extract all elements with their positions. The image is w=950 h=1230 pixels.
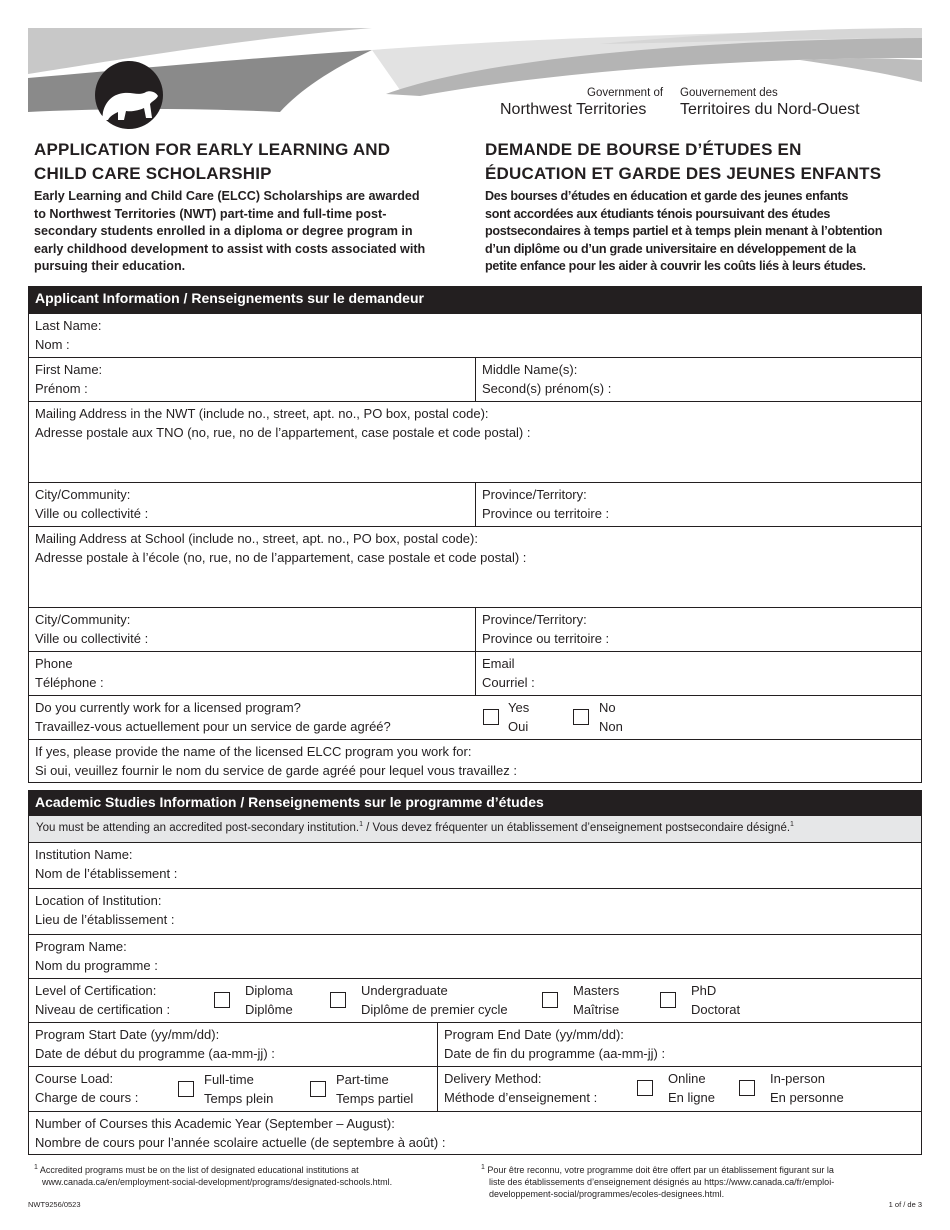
work-licensed-program-row <box>28 695 922 740</box>
field-label: Last Name: <box>35 318 102 333</box>
footnote-ref: 1 <box>790 821 794 828</box>
option-label: Masters <box>573 983 620 998</box>
gov-fr-small: Gouvernement des <box>680 87 778 99</box>
option-label: Temps plein <box>204 1090 274 1106</box>
title-en-line2: CHILD CARE SCHOLARSHIP <box>34 164 272 183</box>
online-label <box>668 1070 715 1107</box>
field-label: Nombre de cours pour l’année scolaire actuelle (de septembre à août) : <box>35 1134 446 1150</box>
gov-en-big: Northwest Territories <box>500 101 647 118</box>
title-fr-line2: ÉDUCATION ET GARDE DES JEUNES ENFANTS <box>485 164 882 183</box>
field-label: Téléphone : <box>35 674 104 690</box>
field-label: Travaillez-vous actuellement pour un service de garde agréé? <box>35 718 391 734</box>
intro-fr-line: Des bourses d’études en éducation et garde des jeunes enfants <box>485 189 849 203</box>
footnote-marker: 1 <box>481 1164 485 1171</box>
footnote-line: Pour être reconnu, votre programme doit être offert par un établissement figurant sur la <box>487 1165 834 1175</box>
intro-en-line: to Northwest Territories (NWT) part-time and full-time post- <box>34 206 387 221</box>
field-label: Charge de cours : <box>35 1089 139 1105</box>
licensed-program-name-field[interactable] <box>28 739 922 783</box>
title-en-line1: APPLICATION FOR EARLY LEARNING AND <box>34 140 391 159</box>
field-label: Province ou territoire : <box>482 630 610 646</box>
option-label: En ligne <box>668 1089 715 1105</box>
online-checkbox[interactable] <box>637 1080 653 1096</box>
field-label: Program Start Date (yy/mm/dd): <box>35 1027 220 1042</box>
gov-fr-block <box>680 86 860 119</box>
field-label: Program End Date (yy/mm/dd): <box>444 1027 624 1042</box>
phone-field[interactable] <box>28 651 476 696</box>
field-label: Ville ou collectivité : <box>35 630 149 646</box>
field-label: Mailing Address in the NWT (include no., street, apt. no., PO box, postal code): <box>35 406 489 421</box>
field-label: Ville ou collectivité : <box>35 505 149 521</box>
field-label: Second(s) prénom(s) : <box>482 380 612 396</box>
option-label: Diploma <box>245 983 293 998</box>
footnote-marker: 1 <box>34 1164 38 1171</box>
field-label: Province/Territory: <box>482 612 587 627</box>
footnote-ref: 1 <box>359 821 363 828</box>
option-label: Part-time <box>336 1072 389 1087</box>
option-label: Non <box>599 718 623 734</box>
email-field[interactable] <box>475 651 922 696</box>
field-label: Méthode d’enseignement : <box>444 1089 598 1105</box>
province-territory-field[interactable] <box>475 482 922 527</box>
full-time-label <box>204 1071 273 1108</box>
no-label <box>599 699 623 736</box>
yes-checkbox[interactable] <box>483 709 499 725</box>
field-label: Nom : <box>35 336 70 352</box>
field-label: Delivery Method: <box>444 1071 542 1086</box>
diploma-checkbox[interactable] <box>214 992 230 1008</box>
title-en <box>34 138 390 186</box>
program-start-date-field[interactable] <box>28 1022 438 1067</box>
field-label: Province/Territory: <box>482 487 587 502</box>
nwt-polar-bear-logo <box>95 61 163 129</box>
gov-en-block <box>500 86 664 119</box>
footnote-fr <box>481 1162 834 1200</box>
field-label: If yes, please provide the name of the licensed ELCC program you work for: <box>35 744 472 759</box>
city-community-field[interactable] <box>28 482 476 527</box>
field-label: Date de début du programme (aa-mm-jj) : <box>35 1045 275 1061</box>
intro-fr-line: d’un diplôme ou d’un grade universitaire en développement de la <box>485 241 856 256</box>
school-province-territory-field[interactable] <box>475 607 922 652</box>
field-label: Adresse postale aux TNO (no, rue, no de l’appartement, case postale et code postal) : <box>35 424 531 440</box>
mailing-address-school-field[interactable] <box>28 526 922 608</box>
last-name-field[interactable] <box>28 313 922 358</box>
footnote-line: liste des établissements d’enseignement désignés au https://www.canada.ca/fr/emploi- <box>489 1177 835 1187</box>
masters-checkbox[interactable] <box>542 992 558 1008</box>
note-en: You must be attending an accredited post-secondary institution. <box>36 821 360 834</box>
option-label: Diplôme <box>245 1001 293 1017</box>
field-label: Adresse postale à l’école (no, rue, no de l’appartement, case postale et code postal) : <box>35 549 527 565</box>
program-end-date-field[interactable] <box>437 1022 922 1067</box>
field-label: Nom du programme : <box>35 957 158 973</box>
in-person-label <box>770 1070 844 1107</box>
phd-checkbox[interactable] <box>660 992 676 1008</box>
intro-en-line: early childhood development to assist with costs associated with <box>34 241 426 256</box>
option-label: Maîtrise <box>573 1001 620 1017</box>
intro-en-line: secondary students enrolled in a diploma or degree program in <box>34 224 413 239</box>
field-label: City/Community: <box>35 612 131 627</box>
undergraduate-label <box>361 982 508 1019</box>
field-label: Middle Name(s): <box>482 362 578 377</box>
diploma-label <box>245 982 293 1019</box>
field-label: Prénom : <box>35 380 88 396</box>
note-fr: / Vous devez fréquenter un établissement d’enseignement postsecondaire désigné. <box>366 821 791 834</box>
field-label: Email <box>482 656 515 671</box>
no-checkbox[interactable] <box>573 709 589 725</box>
option-label: Doctorat <box>691 1001 741 1017</box>
field-label: First Name: <box>35 362 103 377</box>
option-label: Oui <box>508 718 529 734</box>
field-label: Level of Certification: <box>35 983 157 998</box>
intro-fr-line: sont accordées aux étudiants ténois poursuivant des études <box>485 206 831 221</box>
intro-en <box>34 188 425 276</box>
intro-fr <box>485 188 882 276</box>
field-label: Courriel : <box>482 674 535 690</box>
yes-label <box>508 699 529 736</box>
program-name-field[interactable] <box>28 934 922 979</box>
field-label: Program Name: <box>35 939 127 954</box>
option-label: No <box>599 700 616 715</box>
option-label: Diplôme de premier cycle <box>361 1001 508 1017</box>
footnote-line: Accredited programs must be on the list of designated educational institutions at <box>39 1165 359 1175</box>
mailing-address-nwt-field[interactable] <box>28 401 922 483</box>
full-time-checkbox[interactable] <box>178 1081 194 1097</box>
institution-location-field[interactable] <box>28 888 922 935</box>
gov-en-small: Government of <box>587 87 664 99</box>
first-name-field[interactable] <box>28 357 476 402</box>
field-label: Niveau de certification : <box>35 1001 171 1017</box>
part-time-label <box>336 1071 413 1108</box>
field-label: Si oui, veuillez fournir le nom du service de garde agréé pour lequel vous travaillez : <box>35 762 517 778</box>
gov-fr-big: Territoires du Nord-Ouest <box>680 101 860 118</box>
form-number: NWT9256/0523 <box>28 1200 81 1209</box>
part-time-checkbox[interactable] <box>310 1081 326 1097</box>
footnote-line: developpement-social/programmes/ecoles-designees.html. <box>489 1189 725 1199</box>
field-label: Lieu de l’établissement : <box>35 911 175 927</box>
undergraduate-checkbox[interactable] <box>330 992 346 1008</box>
masters-label <box>573 982 619 1019</box>
option-label: Temps partiel <box>336 1090 414 1106</box>
option-label: Undergraduate <box>361 983 448 998</box>
applicant-section-heading: Applicant Information / Renseignements sur le demandeur <box>28 286 922 313</box>
option-label: In-person <box>770 1071 825 1086</box>
middle-name-field[interactable] <box>475 357 922 402</box>
field-label: Institution Name: <box>35 847 133 862</box>
footnote-en <box>34 1162 392 1188</box>
intro-en-line: Early Learning and Child Care (ELCC) Scholarships are awarded <box>34 189 420 203</box>
intro-fr-line: petite enfance pour les aider à couvrir les coûts liés à leurs études. <box>485 259 866 274</box>
field-label: Do you currently work for a licensed program? <box>35 700 301 715</box>
field-label: Course Load: <box>35 1071 114 1086</box>
option-label: En personne <box>770 1089 844 1105</box>
accreditation-note <box>28 816 922 842</box>
option-label: Full-time <box>204 1072 254 1087</box>
title-fr-line1: DEMANDE DE BOURSE D’ÉTUDES EN <box>485 140 802 159</box>
page-number: 1 of / de 3 <box>888 1200 922 1209</box>
number-of-courses-field[interactable] <box>28 1111 922 1155</box>
title-fr <box>485 138 881 186</box>
field-label: Number of Courses this Academic Year (September – August): <box>35 1116 395 1131</box>
field-label: Nom de l’établissement : <box>35 865 178 881</box>
field-label: Mailing Address at School (include no., street, apt. no., PO box, postal code): <box>35 531 478 546</box>
in-person-checkbox[interactable] <box>739 1080 755 1096</box>
option-label: Yes <box>508 700 530 715</box>
field-label: Date de fin du programme (aa-mm-jj) : <box>444 1045 666 1061</box>
field-label: Location of Institution: <box>35 893 162 908</box>
option-label: PhD <box>691 983 717 998</box>
phd-label <box>691 982 740 1019</box>
footnote-line: www.canada.ca/en/employment-social-development/programs/designated-schools.html. <box>42 1177 393 1187</box>
field-label: City/Community: <box>35 487 131 502</box>
intro-fr-line: postsecondaires à temps partiel et à temps plein menant à l’obtention <box>485 224 883 239</box>
field-label: Province ou territoire : <box>482 505 610 521</box>
institution-name-field[interactable] <box>28 842 922 889</box>
school-city-community-field[interactable] <box>28 607 476 652</box>
academic-section-heading: Academic Studies Information / Renseignements sur le programme d’études <box>28 790 922 817</box>
intro-en-line: pursuing their education. <box>34 259 186 274</box>
option-label: Online <box>668 1071 706 1086</box>
field-label: Phone <box>35 656 73 671</box>
